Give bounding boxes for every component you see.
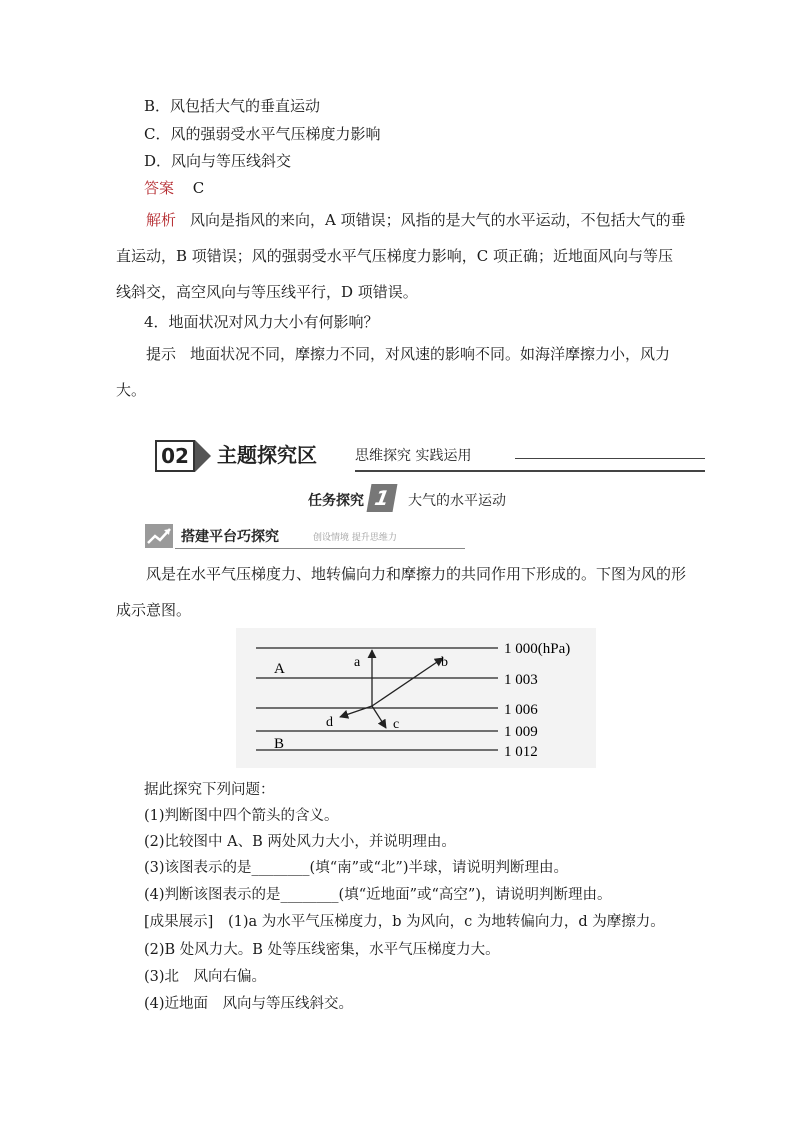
intro-paragraph: 风是在水平气压梯度力、地转偏向力和摩擦力的共同作用下形成的。下图为风的形成示意图。	[116, 565, 687, 619]
point-b-label: B	[274, 736, 285, 752]
arrow-a-label: a	[354, 655, 361, 670]
platform-title: 搭建平台巧探究	[181, 529, 279, 545]
answer-value: C	[192, 179, 205, 197]
hint-label: 提示	[146, 345, 177, 363]
question-1: (1)判断图中四个箭头的含义。	[144, 808, 339, 824]
wind-diagram-svg	[236, 628, 596, 768]
results-label: [成果展示]	[144, 914, 214, 930]
section-arrow-icon	[195, 440, 211, 472]
task-heading	[0, 484, 794, 514]
arrow-c-label: c	[393, 717, 400, 732]
section-subtitle: 思维探究 实践运用	[355, 448, 472, 464]
arrow-c	[372, 706, 386, 728]
task-title: 大气的水平运动	[408, 493, 506, 509]
section-number: 02	[155, 440, 195, 472]
isobar-label: 1 006	[504, 702, 538, 718]
question-4: 4．地面状况对风力大小有何影响？	[144, 313, 379, 331]
arrow-b-label: b	[441, 655, 448, 670]
option-c: C．风的强弱受水平气压梯度力影响	[144, 125, 381, 143]
arrow-d-label: d	[326, 715, 333, 730]
task-prefix: 任务探究	[308, 493, 364, 509]
isobar-label: 1 012	[504, 744, 538, 760]
result-2: (2)B 处风力大。B 处等压线密集，水平气压梯度力大。	[144, 942, 500, 958]
section-title: 主题探究区	[217, 443, 317, 467]
question-3: (3)该图表示的是________(填“南”或“北”)半球，请说明判断理由。	[144, 860, 569, 876]
analysis-label: 解析	[146, 211, 177, 229]
answer-line	[144, 178, 204, 198]
result-4: (4)近地面 风向与等压线斜交。	[144, 996, 354, 1012]
trend-chart-icon	[145, 524, 173, 548]
platform-heading	[145, 524, 465, 550]
result-1: (1)a 为水平气压梯度力，b 为风向，c 为地转偏向力，d 为摩擦力。	[227, 914, 665, 930]
analysis-text: 风向是指风的来向，A 项错误；风指的是大气的水平运动，不包括大气的垂直运动，B 项错误；风的强弱受水平气压梯度力影响，C 项正确；近地面风向与等压线斜交，高空风向与等压线平行，D 项错误。	[116, 211, 686, 301]
question-2: (2)比较图中 A、B 两处风力大小，并说明理由。	[144, 834, 456, 850]
point-a-label: A	[274, 661, 285, 677]
hint-paragraph	[116, 336, 686, 408]
result-3: (3)北 风向右偏。	[144, 969, 267, 985]
arrow-b	[372, 658, 443, 706]
isobar-label: 1 003	[504, 672, 538, 688]
hint-text: 地面状况不同，摩擦力不同，对风速的影响不同。如海洋摩擦力小，风力大。	[116, 345, 671, 399]
option-b: B．风包括大气的垂直运动	[144, 97, 321, 115]
result-1-line	[144, 912, 665, 932]
isobar-label: 1 009	[504, 724, 538, 740]
task-number: 1	[367, 484, 398, 512]
section-rule-top	[515, 458, 705, 459]
questions-intro: 据此探究下列问题：	[144, 782, 275, 798]
section-header	[155, 440, 705, 470]
wind-formation-diagram	[236, 628, 596, 768]
isobar-label: 1 000(hPa)	[504, 641, 571, 657]
platform-rule	[175, 548, 465, 549]
section-rule-bottom	[355, 470, 705, 472]
option-d: D．风向与等压线斜交	[144, 152, 292, 170]
analysis-paragraph	[116, 202, 686, 310]
question-4b: (4)判断该图表示的是________(填“近地面”或“高空”)，请说明判断理由。	[144, 887, 612, 903]
platform-subtitle: 创设情境 提升思维力	[313, 533, 397, 543]
answer-label: 答案	[144, 179, 175, 197]
